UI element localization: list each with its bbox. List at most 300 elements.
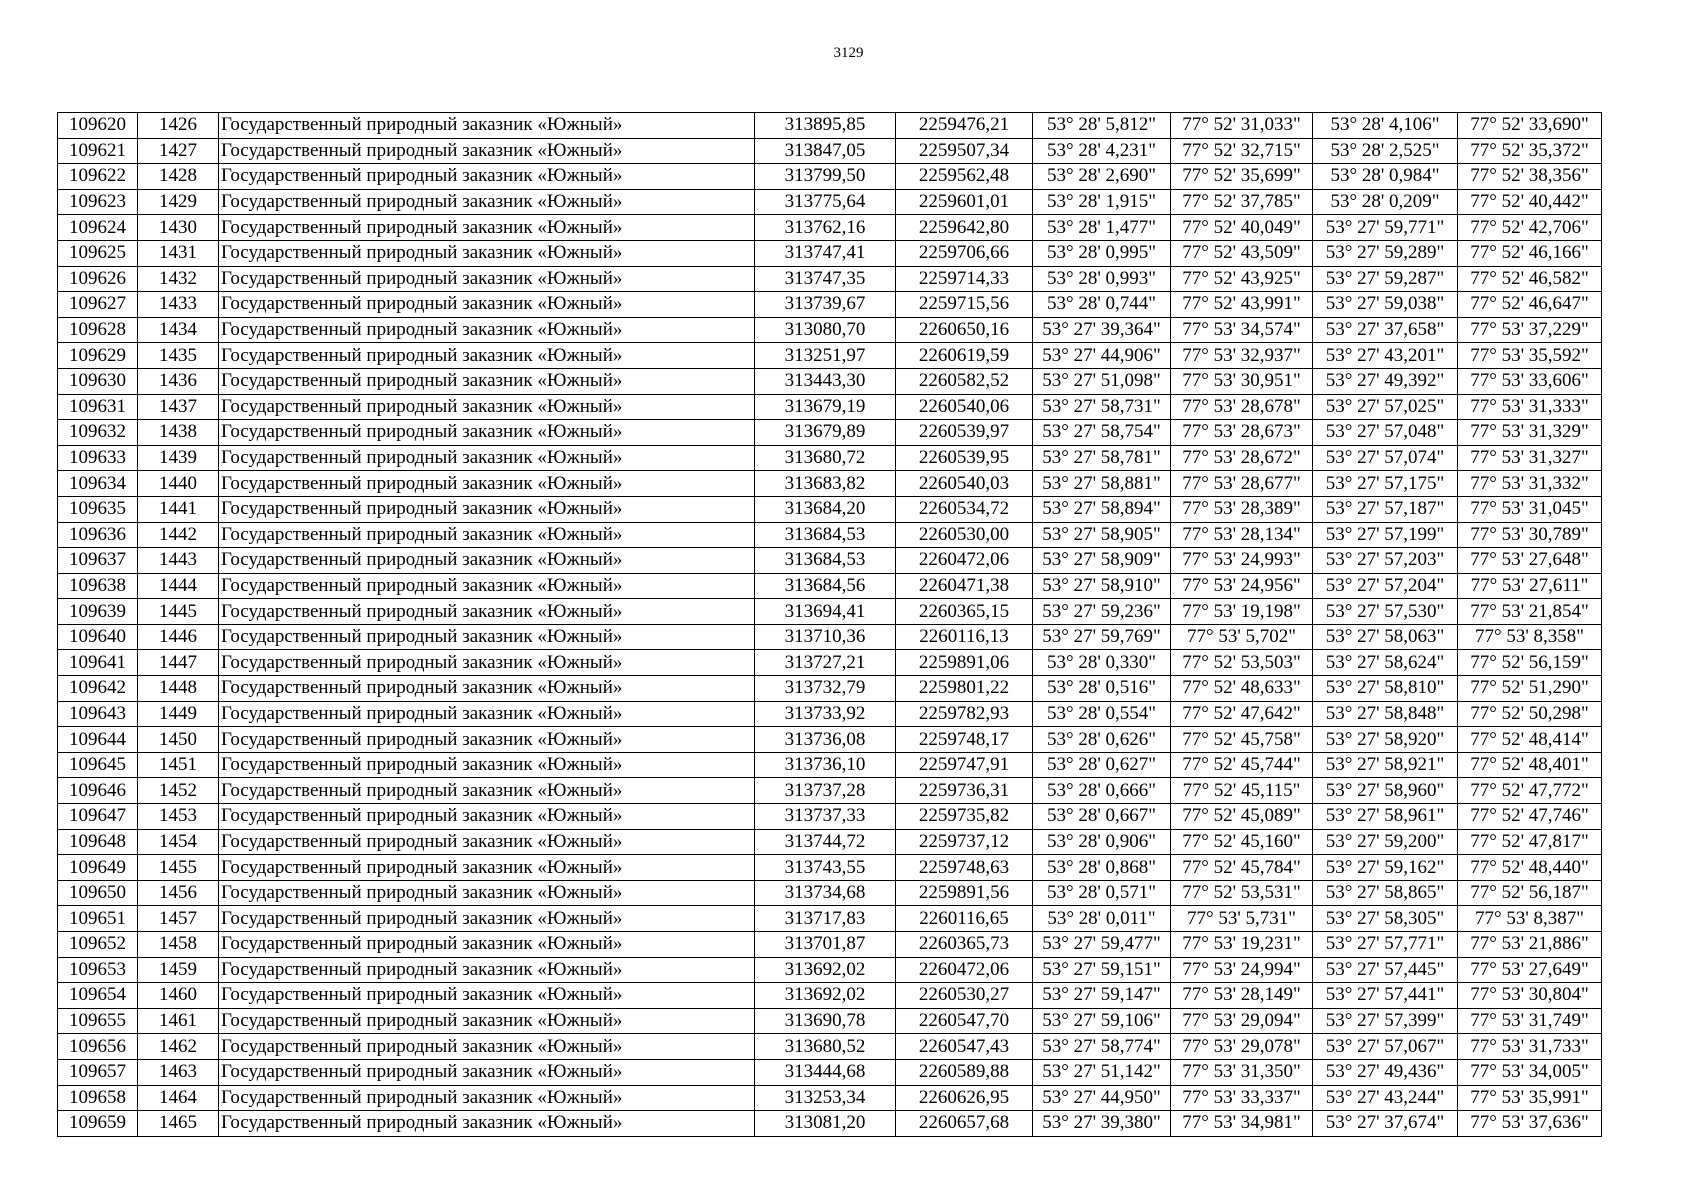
cell-object-name: Государственный природный заказник «Южный» [219,292,755,318]
cell-point-number: 1430 [138,215,219,241]
cell-coord-y: 2259476,21 [896,113,1033,139]
cell-latitude-2: 53° 27' 57,203" [1313,548,1458,574]
cell-latitude-1: 53° 27' 59,147" [1033,983,1171,1009]
cell-point-number: 1427 [138,138,219,164]
cell-latitude-2: 53° 27' 57,771" [1313,932,1458,958]
cell-point-number: 1434 [138,317,219,343]
cell-longitude-1: 77° 52' 40,049" [1171,215,1313,241]
cell-point-number: 1429 [138,189,219,215]
table-row [58,650,1602,676]
cell-longitude-1: 77° 53' 24,993" [1171,548,1313,574]
cell-coord-x: 313799,50 [755,164,896,190]
cell-latitude-2: 53° 27' 57,199" [1313,522,1458,548]
cell-longitude-1: 77° 53' 28,677" [1171,471,1313,497]
cell-latitude-1: 53° 27' 59,236" [1033,599,1171,625]
cell-longitude-2: 77° 53' 31,329" [1458,420,1602,446]
cell-longitude-2: 77° 53' 31,327" [1458,445,1602,471]
table-row [58,343,1602,369]
cell-coord-x: 313684,53 [755,522,896,548]
cell-longitude-1: 77° 53' 28,389" [1171,496,1313,522]
cell-object-name: Государственный природный заказник «Южный» [219,548,755,574]
cell-object-name: Государственный природный заказник «Южный» [219,113,755,139]
cell-latitude-1: 53° 27' 44,906" [1033,343,1171,369]
cell-point-number: 1456 [138,880,219,906]
cell-longitude-1: 77° 52' 43,509" [1171,240,1313,266]
page-number: 3129 [833,45,864,61]
cell-latitude-1: 53° 27' 58,774" [1033,1034,1171,1060]
cell-latitude-2: 53° 27' 59,200" [1313,829,1458,855]
cell-point-number: 1460 [138,983,219,1009]
cell-point-number: 1440 [138,471,219,497]
cell-row-id: 109648 [58,829,138,855]
cell-object-name: Государственный природный заказник «Южный» [219,164,755,190]
coordinates-table [57,112,1602,1137]
cell-coord-x: 313710,36 [755,624,896,650]
cell-point-number: 1458 [138,932,219,958]
cell-coord-y: 2260547,43 [896,1034,1033,1060]
table-row [58,522,1602,548]
cell-coord-y: 2259891,56 [896,880,1033,906]
cell-latitude-1: 53° 27' 58,910" [1033,573,1171,599]
cell-row-id: 109637 [58,548,138,574]
cell-longitude-2: 77° 53' 31,332" [1458,471,1602,497]
cell-coord-y: 2259642,80 [896,215,1033,241]
cell-row-id: 109655 [58,1008,138,1034]
table-row [58,752,1602,778]
table-row [58,599,1602,625]
cell-object-name: Государственный природный заказник «Южный» [219,906,755,932]
cell-longitude-2: 77° 53' 35,991" [1458,1085,1602,1111]
cell-object-name: Государственный природный заказник «Южный» [219,804,755,830]
table-row [58,727,1602,753]
cell-point-number: 1444 [138,573,219,599]
cell-latitude-2: 53° 27' 58,961" [1313,804,1458,830]
cell-longitude-2: 77° 53' 33,606" [1458,368,1602,394]
cell-latitude-1: 53° 28' 0,571" [1033,880,1171,906]
table-row [58,189,1602,215]
cell-object-name: Государственный природный заказник «Южный» [219,983,755,1009]
cell-row-id: 109627 [58,292,138,318]
cell-latitude-2: 53° 27' 58,921" [1313,752,1458,778]
cell-latitude-1: 53° 27' 58,894" [1033,496,1171,522]
cell-row-id: 109623 [58,189,138,215]
cell-coord-x: 313684,53 [755,548,896,574]
cell-latitude-2: 53° 27' 59,038" [1313,292,1458,318]
cell-point-number: 1465 [138,1111,219,1137]
cell-coord-y: 2260116,13 [896,624,1033,650]
cell-object-name: Государственный природный заказник «Южный» [219,778,755,804]
cell-row-id: 109631 [58,394,138,420]
cell-latitude-1: 53° 28' 0,011" [1033,906,1171,932]
cell-latitude-2: 53° 27' 57,441" [1313,983,1458,1009]
cell-coord-x: 313736,10 [755,752,896,778]
cell-latitude-2: 53° 27' 57,074" [1313,445,1458,471]
table-row [58,1008,1602,1034]
cell-longitude-1: 77° 52' 35,699" [1171,164,1313,190]
cell-coord-y: 2259715,56 [896,292,1033,318]
table-row [58,676,1602,702]
cell-coord-x: 313739,67 [755,292,896,318]
cell-row-id: 109654 [58,983,138,1009]
table-row [58,317,1602,343]
cell-coord-x: 313734,68 [755,880,896,906]
cell-object-name: Государственный природный заказник «Южный» [219,1111,755,1137]
table-row [58,804,1602,830]
cell-longitude-1: 77° 53' 28,678" [1171,394,1313,420]
cell-point-number: 1451 [138,752,219,778]
cell-longitude-1: 77° 52' 45,744" [1171,752,1313,778]
cell-latitude-2: 53° 27' 57,399" [1313,1008,1458,1034]
cell-latitude-2: 53° 27' 58,960" [1313,778,1458,804]
cell-longitude-2: 77° 53' 37,229" [1458,317,1602,343]
cell-longitude-1: 77° 52' 45,115" [1171,778,1313,804]
cell-latitude-1: 53° 28' 0,993" [1033,266,1171,292]
cell-latitude-1: 53° 27' 39,364" [1033,317,1171,343]
cell-row-id: 109643 [58,701,138,727]
table-row [58,855,1602,881]
cell-object-name: Государственный природный заказник «Южный» [219,932,755,958]
cell-coord-y: 2259714,33 [896,266,1033,292]
cell-point-number: 1452 [138,778,219,804]
cell-coord-x: 313692,02 [755,957,896,983]
cell-longitude-1: 77° 53' 24,994" [1171,957,1313,983]
cell-coord-y: 2260582,52 [896,368,1033,394]
cell-longitude-2: 77° 53' 27,649" [1458,957,1602,983]
cell-latitude-1: 53° 28' 1,915" [1033,189,1171,215]
cell-longitude-1: 77° 52' 45,784" [1171,855,1313,881]
cell-longitude-1: 77° 53' 31,350" [1171,1059,1313,1085]
cell-coord-x: 313679,89 [755,420,896,446]
table-row [58,1111,1602,1137]
cell-latitude-1: 53° 28' 0,744" [1033,292,1171,318]
cell-object-name: Государственный природный заказник «Южный» [219,1085,755,1111]
cell-coord-y: 2260657,68 [896,1111,1033,1137]
cell-latitude-2: 53° 27' 59,287" [1313,266,1458,292]
cell-latitude-2: 53° 27' 58,865" [1313,880,1458,906]
cell-latitude-1: 53° 28' 0,868" [1033,855,1171,881]
cell-longitude-1: 77° 53' 28,672" [1171,445,1313,471]
cell-coord-y: 2260539,97 [896,420,1033,446]
cell-latitude-1: 53° 28' 0,667" [1033,804,1171,830]
cell-longitude-1: 77° 53' 24,956" [1171,573,1313,599]
cell-coord-y: 2260116,65 [896,906,1033,932]
cell-latitude-1: 53° 28' 1,477" [1033,215,1171,241]
cell-latitude-1: 53° 28' 5,812" [1033,113,1171,139]
cell-object-name: Государственный природный заказник «Южный» [219,343,755,369]
cell-longitude-1: 77° 53' 28,134" [1171,522,1313,548]
table-row [58,880,1602,906]
cell-coord-y: 2260472,06 [896,548,1033,574]
cell-object-name: Государственный природный заказник «Южный» [219,240,755,266]
cell-coord-x: 313762,16 [755,215,896,241]
cell-coord-y: 2260547,70 [896,1008,1033,1034]
cell-latitude-2: 53° 28' 0,984" [1313,164,1458,190]
cell-object-name: Государственный природный заказник «Южный» [219,1034,755,1060]
cell-coord-y: 2260471,38 [896,573,1033,599]
cell-row-id: 109640 [58,624,138,650]
cell-latitude-2: 53° 28' 4,106" [1313,113,1458,139]
cell-latitude-1: 53° 27' 44,950" [1033,1085,1171,1111]
table-row [58,240,1602,266]
table-row [58,829,1602,855]
cell-point-number: 1446 [138,624,219,650]
cell-row-id: 109641 [58,650,138,676]
table-row [58,573,1602,599]
cell-latitude-2: 53° 27' 49,392" [1313,368,1458,394]
cell-longitude-1: 77° 53' 30,951" [1171,368,1313,394]
cell-latitude-1: 53° 28' 0,627" [1033,752,1171,778]
cell-latitude-2: 53° 27' 57,445" [1313,957,1458,983]
cell-row-id: 109624 [58,215,138,241]
cell-latitude-1: 53° 28' 0,995" [1033,240,1171,266]
cell-coord-y: 2260530,00 [896,522,1033,548]
cell-coord-y: 2259737,12 [896,829,1033,855]
cell-longitude-2: 77° 53' 31,045" [1458,496,1602,522]
cell-latitude-1: 53° 27' 58,731" [1033,394,1171,420]
table-row [58,1085,1602,1111]
cell-row-id: 109638 [58,573,138,599]
cell-longitude-1: 77° 52' 53,503" [1171,650,1313,676]
cell-row-id: 109622 [58,164,138,190]
cell-point-number: 1449 [138,701,219,727]
cell-row-id: 109625 [58,240,138,266]
cell-longitude-2: 77° 52' 46,647" [1458,292,1602,318]
table-row [58,496,1602,522]
cell-object-name: Государственный природный заказник «Южный» [219,573,755,599]
cell-latitude-2: 53° 27' 57,048" [1313,420,1458,446]
cell-coord-x: 313736,08 [755,727,896,753]
cell-longitude-2: 77° 52' 46,166" [1458,240,1602,266]
table-row [58,368,1602,394]
cell-longitude-2: 77° 52' 48,440" [1458,855,1602,881]
cell-longitude-2: 77° 52' 56,159" [1458,650,1602,676]
cell-point-number: 1443 [138,548,219,574]
cell-coord-y: 2259735,82 [896,804,1033,830]
cell-object-name: Государственный природный заказник «Южный» [219,880,755,906]
cell-longitude-1: 77° 53' 19,198" [1171,599,1313,625]
cell-object-name: Государственный природный заказник «Южный» [219,445,755,471]
cell-coord-y: 2259706,66 [896,240,1033,266]
cell-longitude-2: 77° 53' 8,358" [1458,624,1602,650]
cell-coord-x: 313743,55 [755,855,896,881]
cell-longitude-2: 77° 53' 31,733" [1458,1034,1602,1060]
cell-coord-y: 2260619,59 [896,343,1033,369]
cell-coord-y: 2259782,93 [896,701,1033,727]
cell-coord-x: 313251,97 [755,343,896,369]
cell-latitude-2: 53° 27' 58,848" [1313,701,1458,727]
cell-longitude-2: 77° 53' 31,749" [1458,1008,1602,1034]
table-body [58,113,1602,1137]
cell-latitude-2: 53° 27' 58,810" [1313,676,1458,702]
table-row [58,932,1602,958]
cell-latitude-2: 53° 27' 59,771" [1313,215,1458,241]
cell-longitude-1: 77° 53' 29,078" [1171,1034,1313,1060]
cell-longitude-1: 77° 52' 48,633" [1171,676,1313,702]
table-row [58,138,1602,164]
cell-coord-y: 2259601,01 [896,189,1033,215]
cell-longitude-2: 77° 53' 30,789" [1458,522,1602,548]
cell-latitude-1: 53° 28' 0,330" [1033,650,1171,676]
table-row [58,1059,1602,1085]
cell-latitude-2: 53° 27' 57,530" [1313,599,1458,625]
cell-longitude-1: 77° 52' 45,160" [1171,829,1313,855]
cell-row-id: 109626 [58,266,138,292]
cell-longitude-2: 77° 52' 48,414" [1458,727,1602,753]
cell-latitude-1: 53° 28' 0,516" [1033,676,1171,702]
cell-latitude-2: 53° 27' 58,305" [1313,906,1458,932]
cell-object-name: Государственный природный заказник «Южный» [219,138,755,164]
cell-object-name: Государственный природный заказник «Южный» [219,1008,755,1034]
cell-object-name: Государственный природный заказник «Южный» [219,215,755,241]
cell-longitude-1: 77° 52' 45,089" [1171,804,1313,830]
cell-longitude-1: 77° 53' 28,673" [1171,420,1313,446]
table-row [58,906,1602,932]
cell-latitude-2: 53° 27' 57,067" [1313,1034,1458,1060]
cell-coord-x: 313684,56 [755,573,896,599]
cell-coord-y: 2260365,73 [896,932,1033,958]
cell-point-number: 1453 [138,804,219,830]
cell-latitude-1: 53° 27' 59,477" [1033,932,1171,958]
cell-object-name: Государственный природный заказник «Южный» [219,522,755,548]
cell-coord-x: 313692,02 [755,983,896,1009]
cell-latitude-2: 53° 27' 57,175" [1313,471,1458,497]
table-row [58,624,1602,650]
cell-row-id: 109639 [58,599,138,625]
cell-object-name: Государственный природный заказник «Южный» [219,624,755,650]
cell-object-name: Государственный природный заказник «Южный» [219,317,755,343]
table-row [58,701,1602,727]
cell-object-name: Государственный природный заказник «Южный» [219,189,755,215]
cell-point-number: 1464 [138,1085,219,1111]
cell-object-name: Государственный природный заказник «Южный» [219,368,755,394]
cell-latitude-1: 53° 27' 58,909" [1033,548,1171,574]
table-row [58,164,1602,190]
cell-point-number: 1461 [138,1008,219,1034]
cell-coord-y: 2259748,17 [896,727,1033,753]
cell-point-number: 1433 [138,292,219,318]
cell-object-name: Государственный природный заказник «Южный» [219,701,755,727]
table-row [58,471,1602,497]
cell-longitude-1: 77° 53' 5,702" [1171,624,1313,650]
cell-latitude-1: 53° 27' 59,769" [1033,624,1171,650]
cell-latitude-1: 53° 28' 0,666" [1033,778,1171,804]
cell-coord-y: 2259736,31 [896,778,1033,804]
cell-point-number: 1442 [138,522,219,548]
cell-row-id: 109620 [58,113,138,139]
cell-point-number: 1455 [138,855,219,881]
cell-latitude-2: 53° 27' 49,436" [1313,1059,1458,1085]
cell-coord-x: 313701,87 [755,932,896,958]
cell-longitude-1: 77° 53' 34,574" [1171,317,1313,343]
cell-longitude-2: 77° 52' 42,706" [1458,215,1602,241]
cell-longitude-2: 77° 53' 21,854" [1458,599,1602,625]
cell-longitude-1: 77° 52' 31,033" [1171,113,1313,139]
cell-point-number: 1447 [138,650,219,676]
cell-latitude-1: 53° 27' 59,151" [1033,957,1171,983]
cell-row-id: 109656 [58,1034,138,1060]
cell-coord-x: 313080,70 [755,317,896,343]
cell-point-number: 1437 [138,394,219,420]
cell-coord-y: 2260540,03 [896,471,1033,497]
cell-row-id: 109635 [58,496,138,522]
cell-latitude-2: 53° 27' 57,204" [1313,573,1458,599]
cell-point-number: 1428 [138,164,219,190]
cell-latitude-1: 53° 27' 51,142" [1033,1059,1171,1085]
cell-coord-x: 313694,41 [755,599,896,625]
cell-coord-x: 313747,35 [755,266,896,292]
cell-latitude-1: 53° 27' 58,905" [1033,522,1171,548]
table-row [58,1034,1602,1060]
cell-latitude-1: 53° 28' 4,231" [1033,138,1171,164]
cell-coord-y: 2259747,91 [896,752,1033,778]
table-row [58,420,1602,446]
cell-latitude-1: 53° 28' 0,626" [1033,727,1171,753]
cell-coord-x: 313680,52 [755,1034,896,1060]
cell-longitude-2: 77° 53' 37,636" [1458,1111,1602,1137]
cell-row-id: 109629 [58,343,138,369]
cell-latitude-1: 53° 27' 58,881" [1033,471,1171,497]
cell-latitude-2: 53° 27' 57,025" [1313,394,1458,420]
cell-coord-y: 2260650,16 [896,317,1033,343]
cell-object-name: Государственный природный заказник «Южный» [219,496,755,522]
cell-latitude-1: 53° 27' 58,754" [1033,420,1171,446]
cell-coord-x: 313680,72 [755,445,896,471]
cell-coord-x: 313679,19 [755,394,896,420]
cell-coord-y: 2260539,95 [896,445,1033,471]
cell-row-id: 109621 [58,138,138,164]
table-row [58,394,1602,420]
cell-longitude-1: 77° 52' 47,642" [1171,701,1313,727]
cell-object-name: Государственный природный заказник «Южный» [219,394,755,420]
table-row [58,548,1602,574]
cell-coord-x: 313253,34 [755,1085,896,1111]
cell-row-id: 109652 [58,932,138,958]
cell-object-name: Государственный природный заказник «Южный» [219,727,755,753]
cell-longitude-2: 77° 52' 47,746" [1458,804,1602,830]
cell-latitude-2: 53° 27' 58,063" [1313,624,1458,650]
cell-point-number: 1450 [138,727,219,753]
cell-longitude-1: 77° 53' 19,231" [1171,932,1313,958]
cell-row-id: 109653 [58,957,138,983]
cell-coord-x: 313081,20 [755,1111,896,1137]
cell-point-number: 1436 [138,368,219,394]
cell-row-id: 109636 [58,522,138,548]
cell-longitude-2: 77° 52' 48,401" [1458,752,1602,778]
table-row [58,983,1602,1009]
cell-coord-x: 313733,92 [755,701,896,727]
cell-object-name: Государственный природный заказник «Южный» [219,420,755,446]
cell-longitude-2: 77° 53' 21,886" [1458,932,1602,958]
cell-longitude-1: 77° 53' 34,981" [1171,1111,1313,1137]
cell-point-number: 1438 [138,420,219,446]
cell-coord-x: 313747,41 [755,240,896,266]
cell-coord-x: 313775,64 [755,189,896,215]
cell-longitude-2: 77° 52' 33,690" [1458,113,1602,139]
cell-longitude-2: 77° 52' 56,187" [1458,880,1602,906]
table-row [58,778,1602,804]
cell-longitude-2: 77° 52' 40,442" [1458,189,1602,215]
table-row [58,266,1602,292]
cell-point-number: 1445 [138,599,219,625]
cell-longitude-1: 77° 52' 32,715" [1171,138,1313,164]
cell-coord-x: 313683,82 [755,471,896,497]
cell-coord-x: 313444,68 [755,1059,896,1085]
table-row [58,215,1602,241]
cell-longitude-2: 77° 53' 8,387" [1458,906,1602,932]
cell-point-number: 1432 [138,266,219,292]
cell-row-id: 109647 [58,804,138,830]
cell-longitude-2: 77° 53' 30,804" [1458,983,1602,1009]
